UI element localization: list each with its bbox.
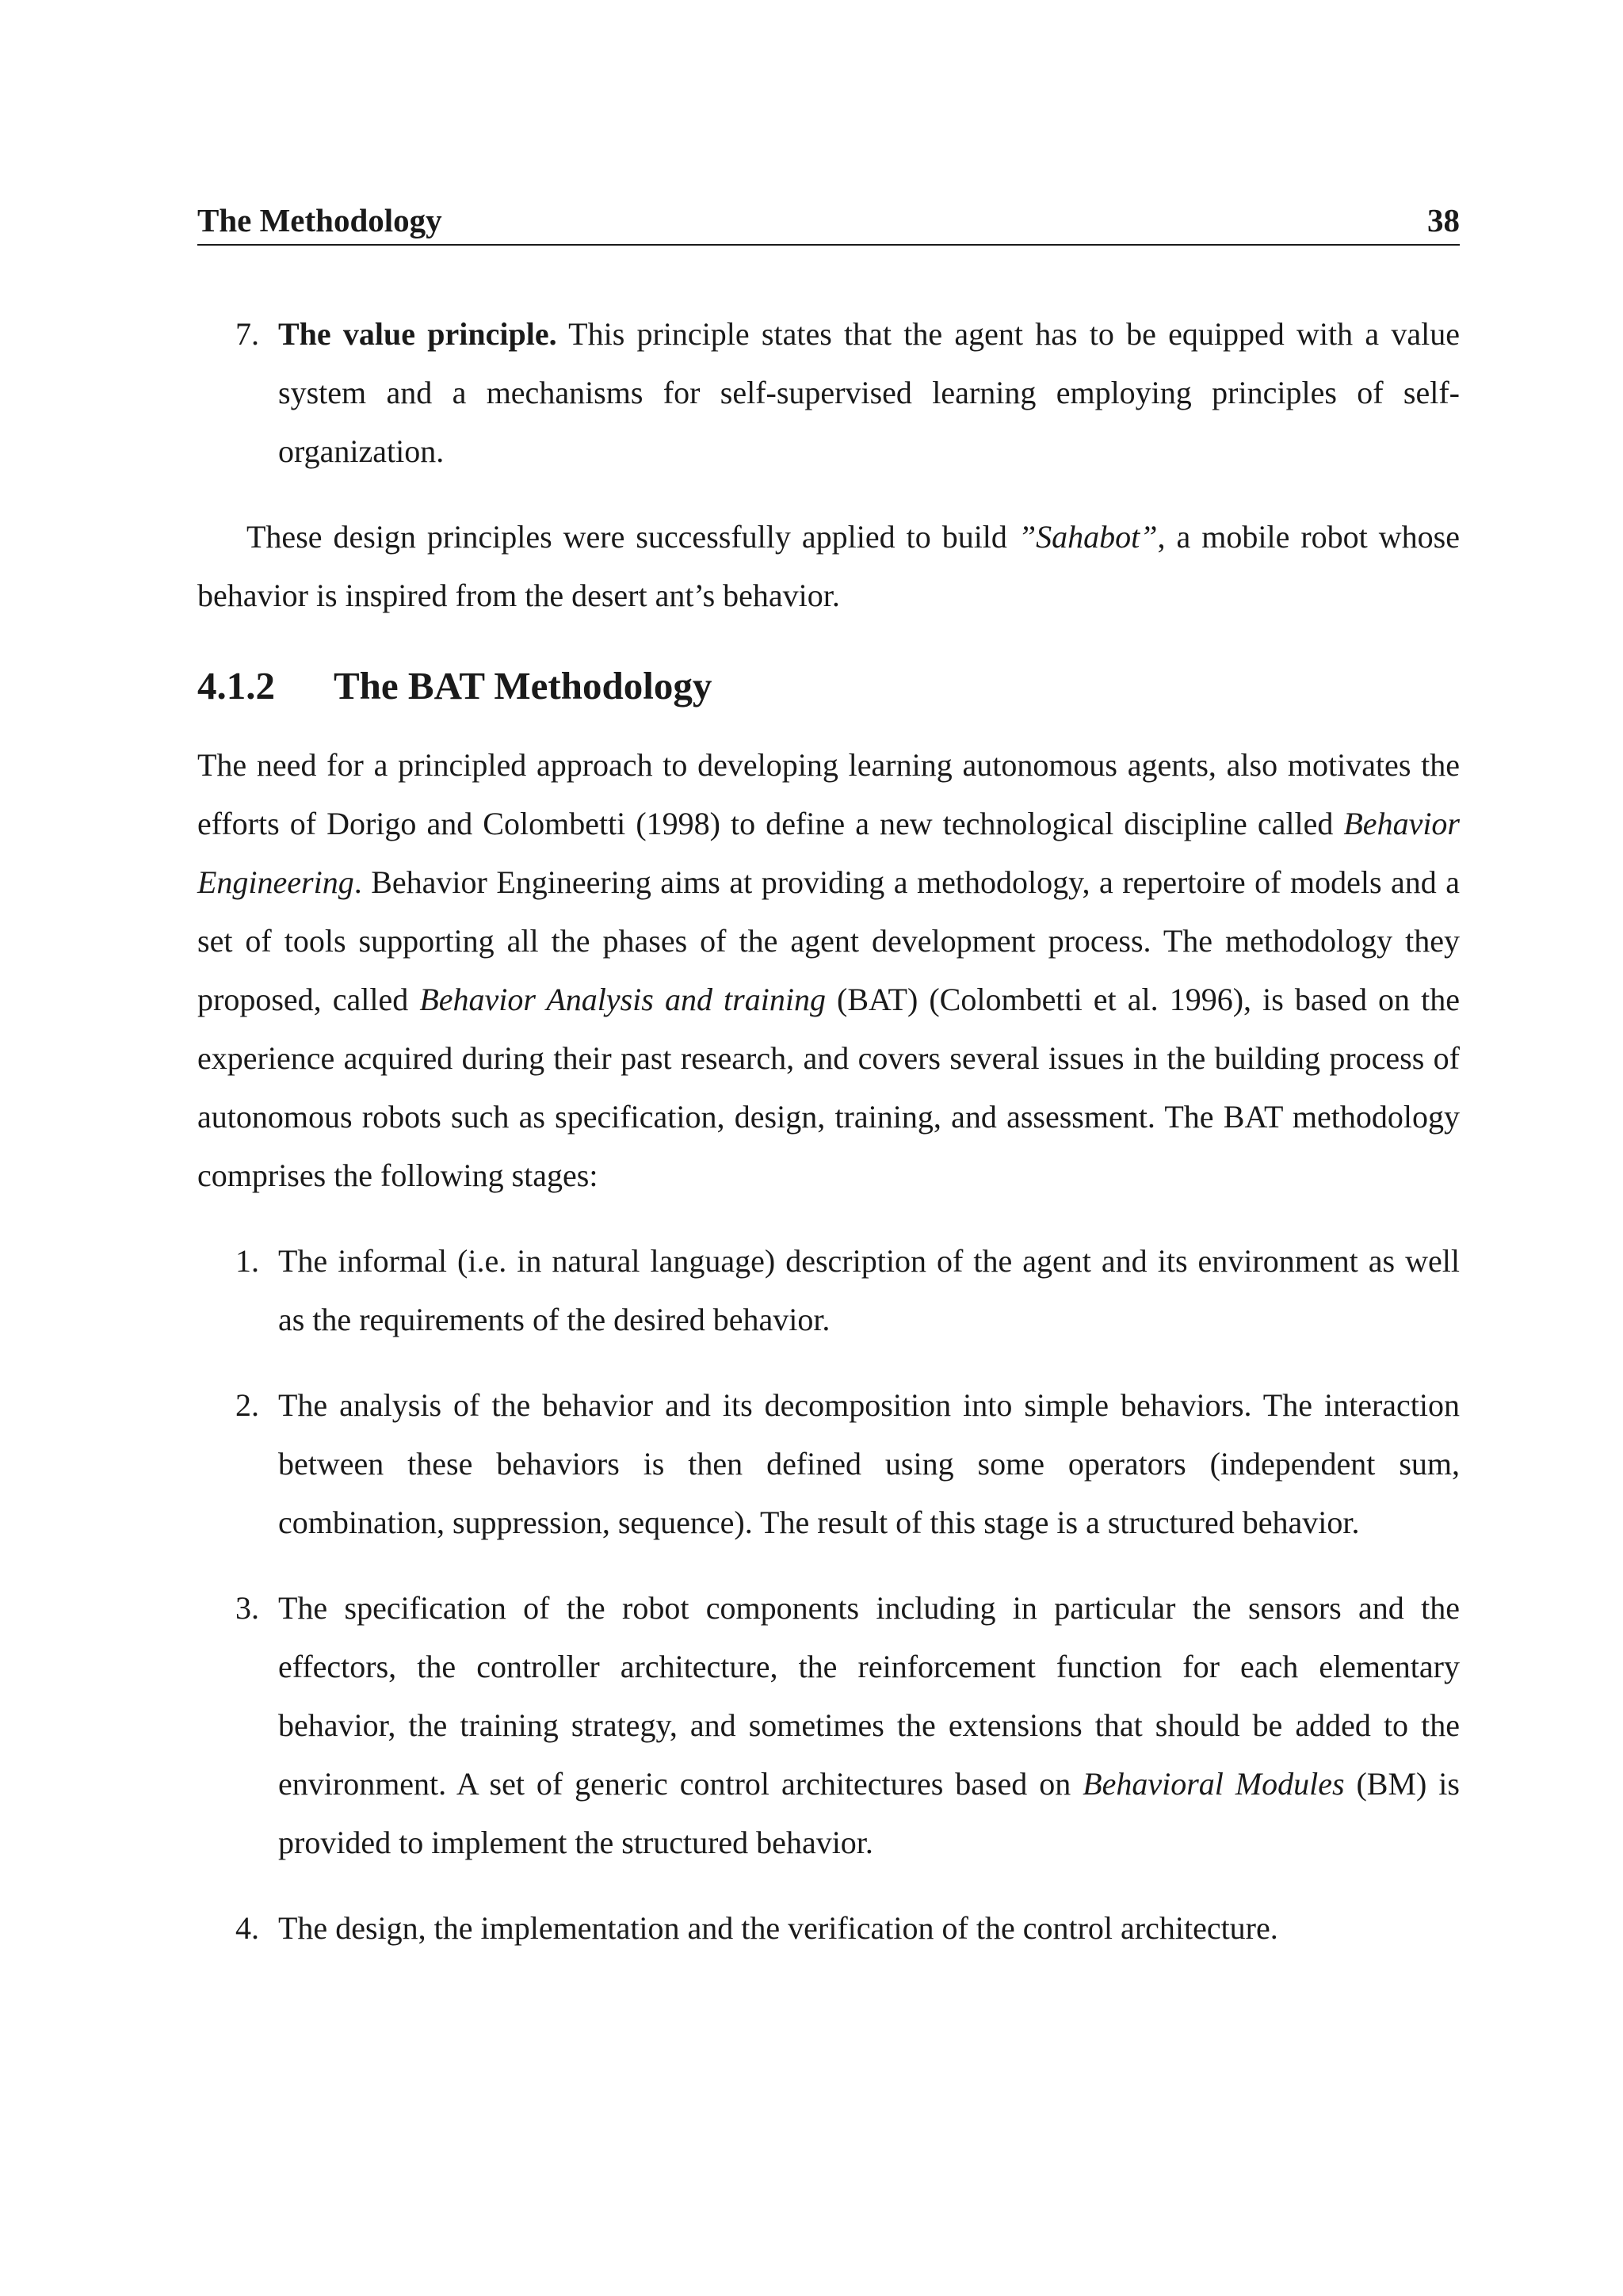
list-item-text: The design, the implementation and the verification of the control architecture. [278,1910,1278,1946]
paragraph-text: . Behavior Engineering aims at providing a methodology, a repertoire of models and a set of tools supporting all the phases of the agent development process. The methodology they proposed, called [197,864,1460,1017]
section-heading [197,657,1460,715]
list-item-stage-1 [197,1232,1460,1349]
list-item-stage-4 [197,1899,1460,1958]
list-item-number: 3. [235,1590,259,1626]
paragraph-text: (BAT) (Colombetti et al. 1996), is based on the experience acquired during their past research, and covers several issues in the building process of autonomous robots such as specification, design, training, and assessment. The BAT methodology comprises the following stages: [197,982,1461,1193]
list-item-number: 1. [235,1243,259,1279]
paragraph-emphasis: Behavior Analysis and training [419,982,826,1017]
list-item-text: The informal (i.e. in natural language) description of the agent and its environment as well as the requirements of the desired behavior. [278,1243,1460,1337]
running-head-title: The Methodology [197,202,442,238]
list-item-stage-3 [197,1579,1460,1872]
paragraph-emphasis: Behavior Engineering [197,806,1460,900]
paragraph-sahabot [197,508,1460,625]
list-item-lead: The value principle. [278,316,557,352]
principles-list [197,305,1460,481]
paragraph-bat-intro [197,736,1460,1205]
list-item-text: The analysis of the behavior and its decomposition into simple behaviors. The interaction between these behaviors is then defined using some operators (independent sum, combination, suppression, sequence). The result of this stage is a structured behavior. [278,1387,1460,1540]
paragraph-text: These design principles were successfully applied to build [246,519,1018,555]
list-item-text: This principle states that the agent has to be equipped with a value system and a mechanisms for self-supervised learning employing principles of self-organization. [278,316,1460,469]
paragraph-text: , a mobile robot whose behavior is inspired from the desert ant’s behavior. [197,519,1460,613]
list-item-value-principle [197,305,1460,481]
paragraph-text: The need for a principled approach to developing learning autonomous agents, also motivates the efforts of Dorigo and Colombetti (1998) to define a new technological discipline called [197,747,1460,841]
list-item-number: 2. [235,1387,259,1423]
section-number: 4.1.2 [197,664,275,707]
body-text [197,305,1460,1958]
paragraph-emphasis: ”Sahabot” [1018,519,1158,555]
section-title: The BAT Methodology [334,664,712,707]
running-head [197,196,1460,246]
list-item-emphasis: Behavioral Modules [1083,1766,1345,1802]
list-item-stage-2 [197,1376,1460,1552]
list-item-text: (BM) is provided to implement the structured behavior. [278,1766,1460,1860]
list-item-number: 4. [235,1910,259,1946]
list-item-number: 7. [235,316,259,352]
list-item-text: The specification of the robot components including in particular the sensors and the effectors, the controller architecture, the reinforcement function for each elementary behavior, the training strategy, and sometimes the extensions that should be added to the environment. A set of generic control architectures based on [278,1590,1460,1802]
bat-stages-list [197,1232,1460,1958]
page-number: 38 [1427,202,1460,238]
